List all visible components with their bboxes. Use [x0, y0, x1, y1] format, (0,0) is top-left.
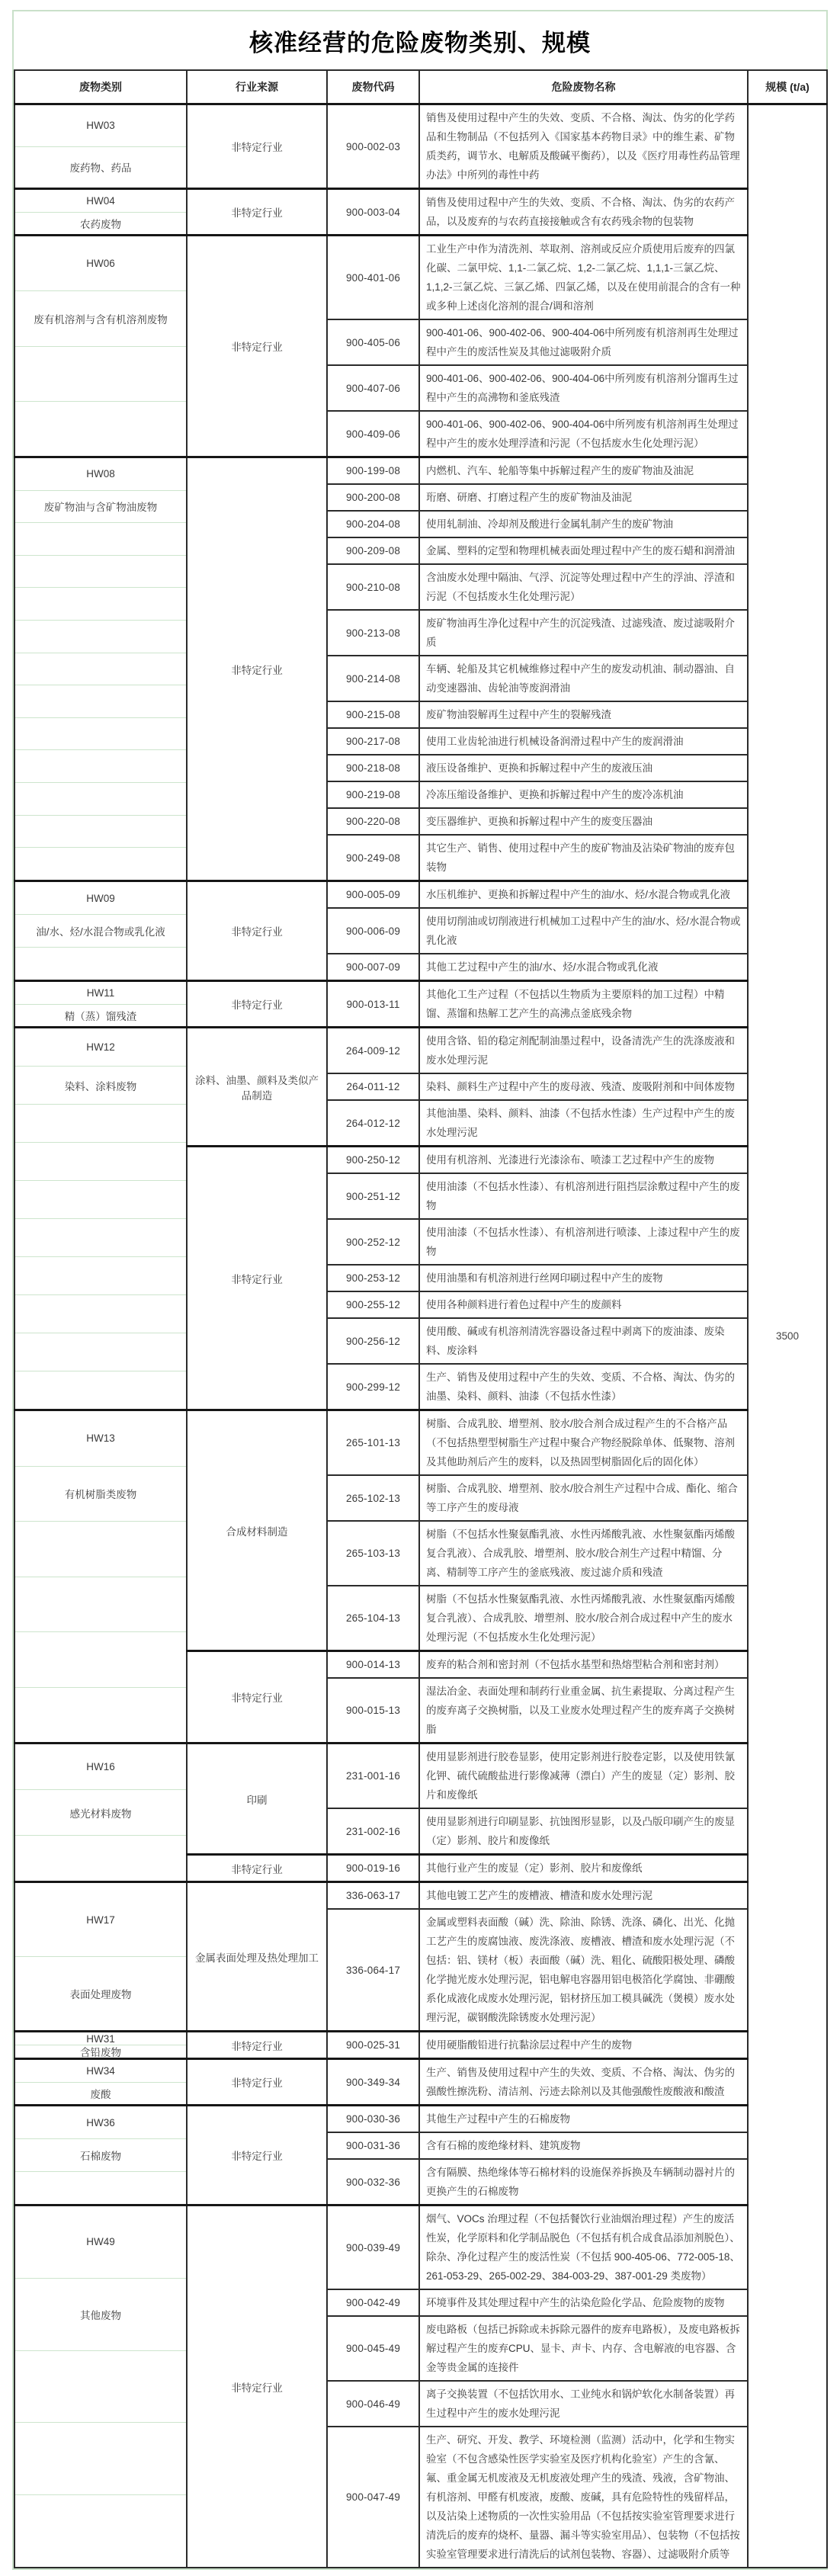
industry-source-cell: 非特定行业: [187, 881, 327, 981]
waste-name-cell: 使用显影剂进行印刷显影、抗蚀图形显影，以及凸版印刷产生的废显（定）影剂、胶片和废像纸: [419, 1808, 748, 1855]
waste-category-spacer: [15, 815, 186, 848]
waste-category-spacer: [15, 587, 186, 620]
waste-category-spacer: [15, 1180, 186, 1218]
waste-category-cell: [14, 1744, 187, 1882]
waste-name-cell: 含有隔膜、热绝缘体等石棉材料的设施保养拆换及车辆制动器衬片的更换产生的石棉废物: [419, 2159, 748, 2205]
waste-category-stack: [15, 982, 186, 1026]
waste-category-spacer: [15, 1142, 186, 1180]
waste-category-code: HW49: [86, 2236, 115, 2248]
waste-category-cell: [14, 2106, 187, 2205]
waste-name-cell: 废矿物油裂解再生过程中产生的裂解残渣: [419, 701, 748, 728]
industry-source-cell: 非特定行业: [187, 2106, 327, 2205]
industry-source-cell: 非特定行业: [187, 2205, 327, 2568]
waste-category-spacer: [15, 555, 186, 588]
waste-name-cell: 900-401-06、900-402-06、900-404-06中所列废有机溶剂分馏再生过程中产生的高沸物和釜底残渣: [419, 365, 748, 411]
waste-category-name: 废酸: [15, 2082, 186, 2105]
waste-code-cell: 265-103-13: [327, 1521, 419, 1586]
waste-name-cell: 使用酸、碱或有机溶剂清洗容器设备过程中剥离下的废油漆、废染料、废涂料: [419, 1318, 748, 1364]
waste-category-name: 油/水、烃/水混合物或乳化液: [15, 914, 186, 947]
waste-category-code: HW13: [86, 1432, 115, 1445]
waste-name-cell: 珩磨、研磨、打磨过程产生的废矿物油及油泥: [419, 484, 748, 511]
waste-code-cell: 900-014-13: [327, 1651, 419, 1679]
table-row: [14, 2205, 827, 2290]
waste-name-cell: 变压器维护、更换和拆解过程中产生的废变压器油: [419, 808, 748, 835]
waste-code-cell: 900-030-36: [327, 2106, 419, 2133]
waste-name-cell: 使用硬脂酸铅进行抗黏涂层过程中产生的废物: [419, 2032, 748, 2059]
waste-code-cell: 900-025-31: [327, 2032, 419, 2059]
waste-category-cell: [14, 1410, 187, 1744]
waste-name-cell: 工业生产中作为清洗剂、萃取剂、溶剂或反应介质使用后废弃的四氯化碳、二氯甲烷、1,1-二氯乙烷、1,2-二氯乙烷、1,1,1-三氯乙烷、1,1,2-三氯乙烷、三氯乙烯、四氯乙烯，以及在使用前混合的含有一种或多种上述卤化溶剂的混合/调和溶剂: [419, 236, 748, 320]
waste-category-stack: [15, 2032, 186, 2058]
waste-code-cell: 265-101-13: [327, 1410, 419, 1476]
waste-name-cell: 环境事件及其处理过程中产生的沾染危险化学品、危险废物的废物: [419, 2289, 748, 2316]
waste-name-cell: 其它生产、销售、使用过程中产生的废矿物油及沾染矿物油的废弃包装物: [419, 835, 748, 881]
table-row: [14, 1028, 827, 1074]
waste-category-stack: [15, 236, 186, 456]
waste-code-cell: 900-255-12: [327, 1291, 419, 1318]
table-row: [14, 1882, 827, 1910]
waste-code-cell: 900-409-06: [327, 411, 419, 457]
waste-code-cell: 264-009-12: [327, 1028, 419, 1074]
waste-category-spacer: [15, 2171, 186, 2204]
waste-name-cell: 使用油墨和有机溶剂进行丝网印刷过程中产生的废物: [419, 1265, 748, 1291]
waste-category-spacer: [15, 1294, 186, 1333]
table-row: [14, 457, 827, 485]
waste-code-cell: 900-200-08: [327, 484, 419, 511]
waste-code-cell: 900-002-03: [327, 104, 419, 189]
waste-category-spacer: [15, 2350, 186, 2423]
waste-category-spacer: [15, 2494, 186, 2567]
waste-name-cell: 染料、颜料生产过程中产生的废母液、残渣、废吸附剂和中间体废物: [419, 1073, 748, 1100]
waste-code-cell: 900-015-13: [327, 1678, 419, 1744]
waste-category-stack: [15, 1883, 186, 2030]
waste-code-cell: 900-003-04: [327, 189, 419, 236]
waste-name-cell: 使用油漆（不包括水性漆）、有机溶剂进行阻挡层涂敷过程中产生的废物: [419, 1173, 748, 1219]
waste-category-stack: [15, 458, 186, 880]
waste-category-cell: [14, 1882, 187, 2032]
waste-category-spacer: [15, 947, 186, 980]
table-row: [14, 189, 827, 236]
waste-name-cell: 销售及使用过程中产生的失效、变质、不合格、淘汰、伪劣的农药产品，以及废弃的与农药直接接触或含有农药残余物的包装物: [419, 189, 748, 236]
waste-name-cell: 车辆、轮船及其它机械维修过程中产生的废发动机油、制动器油、自动变速器油、齿轮油等废润滑油: [419, 656, 748, 701]
waste-code-cell: 900-005-09: [327, 881, 419, 909]
header-waste-name: 危险废物名称: [419, 70, 748, 104]
waste-code-cell: 900-031-36: [327, 2132, 419, 2159]
document-frame: [12, 10, 828, 2570]
waste-category-stack: [15, 105, 186, 188]
waste-category-spacer: [15, 653, 186, 685]
waste-name-cell: 金属、塑料的定型和物理机械表面处理过程中产生的废石蜡和润滑油: [419, 537, 748, 564]
industry-source-cell: 非特定行业: [187, 981, 327, 1028]
waste-category-spacer: [15, 749, 186, 782]
waste-category-spacer: [15, 2422, 186, 2494]
waste-category-cell: [14, 881, 187, 981]
waste-code-cell: 900-204-08: [327, 511, 419, 537]
industry-source-cell: 非特定行业: [187, 189, 327, 236]
waste-category-spacer: [15, 685, 186, 717]
waste-category-spacer: [15, 522, 186, 555]
waste-code-cell: 900-046-49: [327, 2381, 419, 2427]
waste-name-cell: 生产、销售及使用过程中产生的失效、变质、不合格、淘汰、伪劣的油墨、染料、颜料、油漆（不包括水性漆）: [419, 1364, 748, 1410]
waste-code-cell: 900-032-36: [327, 2159, 419, 2205]
waste-name-cell: 金属或塑料表面酸（碱）洗、除油、除锈、洗涤、磷化、出光、化抛工艺产生的废腐蚀液、废洗涤液、废槽液、槽渣和废水处理污泥（不包括：铝、镁材（板）表面酸（碱）洗、粗化、硫酸阳极处理、磷酸化学抛光废水处理污泥，铝电解电容器用铝电极箔化学腐蚀、非硼酸系化成液化成废水处理污泥，铝材挤压加工模具碱洗（煲模）废水处理污泥，碳钢酸洗除锈废水处理污泥）: [419, 1909, 748, 2032]
waste-name-cell: 废弃的粘合剂和密封剂（不包括水基型和热熔型粘合剂和密封剂）: [419, 1651, 748, 1679]
waste-category-cell: [14, 1028, 187, 1410]
waste-category-spacer: [15, 620, 186, 653]
waste-name-cell: 销售及使用过程中产生的失效、变质、不合格、淘汰、伪劣的化学药品和生物制品（不包括列入《国家基本药物目录》中的维生素、矿物质类药，调节水、电解质及酸碱平衡药），以及《医疗用毒性药品管理办法》中所列的毒性中药: [419, 104, 748, 189]
industry-source-cell: 非特定行业: [187, 1855, 327, 1882]
waste-code-cell: 900-252-12: [327, 1219, 419, 1265]
waste-category-spacer: [15, 1631, 186, 1687]
table-row: [14, 2059, 827, 2106]
waste-category-code: HW03: [86, 120, 115, 132]
header-waste-code: 废物代码: [327, 70, 419, 104]
waste-category-name: 其他废物: [15, 2278, 186, 2350]
table-row: [14, 1410, 827, 1476]
waste-name-cell: 使用含铬、铅的稳定剂配制油墨过程中，设备清洗产生的洗涤废液和废水处理污泥: [419, 1028, 748, 1074]
waste-category-code: HW12: [86, 1041, 115, 1053]
waste-name-cell: 900-401-06、900-402-06、900-404-06中所列废有机溶剂再生处理过程中产生的废水处理浮渣和污泥（不包括废水生化处理污泥）: [419, 411, 748, 457]
waste-code-cell: 900-220-08: [327, 808, 419, 835]
waste-category-spacer: [15, 401, 186, 456]
waste-name-cell: 湿法冶金、表面处理和制药行业重金属、抗生素提取、分离过程产生的废弃离子交换树脂，以及工业废水处理过程产生的废弃离子交换树脂: [419, 1678, 748, 1744]
waste-category-spacer: [15, 717, 186, 750]
waste-category-cell: [14, 236, 187, 457]
waste-name-cell: 树脂、合成乳胶、增塑剂、胶水/胶合剂生产过程中合成、酯化、缩合等工序产生的废母液: [419, 1475, 748, 1521]
waste-code-cell: 900-199-08: [327, 457, 419, 485]
waste-category-spacer: [15, 1577, 186, 1632]
waste-category-name: 含铅废物: [15, 2045, 186, 2058]
waste-category-name: 石棉废物: [15, 2138, 186, 2171]
waste-category-stack: [15, 2206, 186, 2567]
table-row: [14, 1744, 827, 1809]
waste-name-cell: 使用工业齿轮油进行机械设备润滑过程中产生的废润滑油: [419, 728, 748, 755]
header-waste-category: 废物类别: [14, 70, 187, 104]
hazardous-waste-table: [14, 69, 828, 2568]
waste-category-stack: [15, 1028, 186, 1409]
waste-name-cell: 含油废水处理中隔油、气浮、沉淀等处理过程中产生的浮油、浮渣和污泥（不包括废水生化处理污泥）: [419, 564, 748, 610]
industry-source-cell: 非特定行业: [187, 457, 327, 881]
waste-code-cell: 900-047-49: [327, 2427, 419, 2568]
waste-category-spacer: [15, 1218, 186, 1256]
waste-category-name: 有机树脂类废物: [15, 1466, 186, 1522]
table-row: [14, 981, 827, 1028]
waste-category-spacer: [15, 346, 186, 401]
waste-category-name: 染料、涂料废物: [15, 1066, 186, 1104]
waste-name-cell: 其他工艺过程中产生的油/水、烃/水混合物或乳化液: [419, 954, 748, 981]
waste-code-cell: 336-063-17: [327, 1882, 419, 1910]
waste-category-code: HW11: [86, 986, 115, 999]
waste-name-cell: 冷冻压缩设备维护、更换和拆解过程中产生的废冷冻机油: [419, 781, 748, 808]
waste-category-code: HW06: [86, 258, 115, 270]
waste-name-cell: 使用油漆（不包括水性漆）、有机溶剂进行喷漆、上漆过程中产生的废物: [419, 1219, 748, 1265]
waste-code-cell: 265-104-13: [327, 1586, 419, 1651]
industry-source-cell: 非特定行业: [187, 2059, 327, 2106]
waste-category-spacer: [15, 1371, 186, 1409]
waste-name-cell: 内燃机、汽车、轮船等集中拆解过程产生的废矿物油及油泥: [419, 457, 748, 485]
waste-code-cell: 265-102-13: [327, 1475, 419, 1521]
waste-code-cell: 900-405-06: [327, 319, 419, 365]
waste-category-cell: [14, 2032, 187, 2059]
waste-category-spacer: [15, 1333, 186, 1371]
waste-category-stack: [15, 190, 186, 234]
waste-code-cell: 900-042-49: [327, 2289, 419, 2316]
waste-code-cell: 900-299-12: [327, 1364, 419, 1410]
waste-category-name: 精（蒸）馏残渣: [15, 1004, 186, 1027]
industry-source-cell: 非特定行业: [187, 104, 327, 189]
waste-code-cell: 900-213-08: [327, 610, 419, 656]
industry-source-cell: 非特定行业: [187, 2032, 327, 2059]
waste-code-cell: 900-401-06: [327, 236, 419, 320]
waste-name-cell: 生产、销售及使用过程中产生的失效、变质、不合格、淘汰、伪劣的强酸性擦洗粉、清洁剂、污迹去除剂以及其他强酸性废酸液和酸渣: [419, 2059, 748, 2106]
waste-category-code: HW09: [86, 892, 115, 904]
waste-category-code: HW08: [86, 468, 115, 480]
waste-code-cell: 264-011-12: [327, 1073, 419, 1100]
industry-source-cell: 金属表面处理及热处理加工: [187, 1882, 327, 2032]
waste-name-cell: 树脂（不包括水性聚氨酯乳液、水性丙烯酸乳液、水性聚氨酯丙烯酸复合乳液）、合成乳胶、增塑剂、胶水/胶合剂生产过程中精馏、分离、精制等工序产生的釜底残液、废过滤介质和残渣: [419, 1521, 748, 1586]
waste-category-name: 感光材料废物: [15, 1789, 186, 1835]
waste-name-cell: 其他电镀工艺产生的废槽液、槽渣和废水处理污泥: [419, 1882, 748, 1910]
waste-name-cell: 使用各种颜料进行着色过程中产生的废颜料: [419, 1291, 748, 1318]
waste-category-name: 农药废物: [15, 212, 186, 235]
waste-code-cell: 900-256-12: [327, 1318, 419, 1364]
waste-category-stack: [15, 882, 186, 980]
waste-code-cell: 900-007-09: [327, 954, 419, 981]
waste-code-cell: 900-218-08: [327, 755, 419, 781]
waste-category-code: HW36: [86, 2116, 115, 2128]
waste-code-cell: 900-039-49: [327, 2205, 419, 2290]
waste-code-cell: 900-219-08: [327, 781, 419, 808]
waste-category-name: 废药物、药品: [15, 146, 186, 188]
waste-name-cell: 树脂、合成乳胶、增塑剂、胶水/胶合剂合成过程产生的不合格产品（不包括热塑型树脂生产过程中聚合产物经脱除单体、低聚物、溶剂及其他助剂后产生的废料，以及热固型树脂固化后的固化体）: [419, 1410, 748, 1476]
waste-category-code: HW34: [86, 2064, 115, 2077]
waste-category-code: HW04: [86, 194, 115, 207]
waste-code-cell: 900-210-08: [327, 564, 419, 610]
header-industry-source: 行业来源: [187, 70, 327, 104]
waste-name-cell: 使用显影剂进行胶卷显影，使用定影剂进行胶卷定影，以及使用铁氰化钾、硫代硫酸盐进行影像减薄（漂白）产生的废显（定）影剂、胶片和废像纸: [419, 1744, 748, 1809]
waste-category-cell: [14, 104, 187, 189]
table-row: [14, 881, 827, 909]
waste-category-cell: [14, 2059, 187, 2106]
waste-code-cell: 900-251-12: [327, 1173, 419, 1219]
waste-category-stack: [15, 2106, 186, 2204]
waste-category-cell: [14, 2205, 187, 2568]
waste-name-cell: 其他行业产生的废显（定）影剂、胶片和废像纸: [419, 1855, 748, 1882]
industry-source-cell: 印刷: [187, 1744, 327, 1855]
industry-source-cell: 非特定行业: [187, 1147, 327, 1410]
waste-name-cell: 生产、研究、开发、教学、环境检测（监测）活动中，化学和生物实验室（不包含感染性医学实验室及医疗机构化验室）产生的含氰、氟、重金属无机废液及无机废液处理产生的残渣、残液，含矿物油、有机溶剂、甲醛有机废液，废酸、废碱，具有危险特性的残留样品，以及沾染上述物质的一次性实验用品（不包括按实验室管理要求进行清洗后的废弃的烧杯、量器、漏斗等实验室用品）、包装物（不包括按实验室管理要求进行清洗后的试剂包装物、容器）、过滤吸附介质等: [419, 2427, 748, 2568]
header-row: [14, 70, 827, 104]
waste-name-cell: 使用有机溶剂、光漆进行光漆涂布、喷漆工艺过程中产生的废物: [419, 1147, 748, 1174]
waste-name-cell: 使用切削油或切削液进行机械加工过程中产生的油/水、烃/水混合物或乳化液: [419, 908, 748, 954]
waste-category-spacer: [15, 847, 186, 880]
waste-code-cell: 900-217-08: [327, 728, 419, 755]
waste-code-cell: 900-006-09: [327, 908, 419, 954]
waste-category-spacer: [15, 1521, 186, 1577]
waste-code-cell: 900-045-49: [327, 2316, 419, 2381]
waste-code-cell: 900-013-11: [327, 981, 419, 1028]
industry-source-cell: 涂料、油墨、颜料及类似产品制造: [187, 1028, 327, 1147]
waste-category-stack: [15, 1411, 186, 1742]
waste-category-name: 表面处理废物: [15, 1956, 186, 2030]
header-scale: 规模 (t/a): [748, 70, 827, 104]
waste-category-cell: [14, 189, 187, 236]
waste-category-spacer: [15, 1687, 186, 1743]
waste-code-cell: 900-407-06: [327, 365, 419, 411]
waste-category-name: 废有机溶剂与含有机溶剂废物: [15, 290, 186, 345]
waste-category-code: HW31: [86, 2032, 115, 2045]
waste-category-spacer: [15, 1104, 186, 1142]
waste-name-cell: 使用轧制油、冷却剂及酸进行金属轧制产生的废矿物油: [419, 511, 748, 537]
waste-code-cell: 900-250-12: [327, 1147, 419, 1174]
waste-code-cell: 900-215-08: [327, 701, 419, 728]
waste-code-cell: 900-019-16: [327, 1855, 419, 1882]
waste-code-cell: 900-253-12: [327, 1265, 419, 1291]
waste-name-cell: 900-401-06、900-402-06、900-404-06中所列废有机溶剂再生处理过程中产生的废活性炭及其他过滤吸附介质: [419, 319, 748, 365]
waste-category-cell: [14, 457, 187, 881]
table-row: [14, 236, 827, 320]
waste-code-cell: 900-214-08: [327, 656, 419, 701]
waste-category-cell: [14, 981, 187, 1028]
waste-code-cell: 900-209-08: [327, 537, 419, 564]
waste-code-cell: 336-064-17: [327, 1909, 419, 2032]
table-row: [14, 104, 827, 189]
waste-code-cell: 900-249-08: [327, 835, 419, 881]
waste-category-spacer: [15, 782, 186, 815]
waste-name-cell: 废电路板（包括已拆除或未拆除元器件的废弃电路板），及废电路板拆解过程产生的废弃CPU、显卡、声卡、内存、含电解液的电容器、含金等贵金属的连接件: [419, 2316, 748, 2381]
waste-name-cell: 烟气、VOCs 治理过程（不包括餐饮行业油烟治理过程）产生的废活性炭，化学原料和化学制品脱色（不包括有机合成食品添加剂脱色）、除杂、净化过程产生的废活性炭（不包括 900-405-06、772-005-18、261-053-29、265-002-29、384-003-29、387-001-29 类废物）: [419, 2205, 748, 2290]
waste-code-cell: 900-349-34: [327, 2059, 419, 2106]
waste-code-cell: 231-001-16: [327, 1744, 419, 1809]
waste-category-spacer: [15, 1256, 186, 1294]
page-title: 核准经营的危险废物类别、规模: [249, 29, 591, 56]
waste-category-name: 废矿物油与含矿物油废物: [15, 490, 186, 523]
waste-name-cell: 其他化工生产过程（不包括以生物质为主要原料的加工过程）中精馏、蒸馏和热解工艺产生的高沸点釜底残余物: [419, 981, 748, 1028]
waste-name-cell: 树脂（不包括水性聚氨酯乳液、水性丙烯酸乳液、水性聚氨酯丙烯酸复合乳液）、合成乳胶、增塑剂、胶水/胶合剂合成过程中产生的废水处理污泥（不包括废水生化处理污泥）: [419, 1586, 748, 1651]
waste-code-cell: 264-012-12: [327, 1100, 419, 1147]
waste-category-code: HW16: [86, 1761, 115, 1772]
waste-name-cell: 其他油墨、染料、颜料、油漆（不包括水性漆）生产过程中产生的废水处理污泥: [419, 1100, 748, 1147]
waste-category-stack: [15, 1744, 186, 1881]
waste-category-code: HW17: [86, 1914, 115, 1926]
industry-source-cell: 非特定行业: [187, 236, 327, 457]
industry-source-cell: 合成材料制造: [187, 1410, 327, 1651]
table-row: [14, 2106, 827, 2133]
waste-name-cell: 其他生产过程中产生的石棉废物: [419, 2106, 748, 2133]
scale-value-cell: 3500: [748, 104, 827, 2568]
table-row: [14, 2032, 827, 2059]
industry-source-cell: 非特定行业: [187, 1651, 327, 1744]
waste-code-cell: 231-002-16: [327, 1808, 419, 1855]
waste-category-spacer: [15, 1835, 186, 1881]
waste-name-cell: 含有石棉的废绝缘材料、建筑废物: [419, 2132, 748, 2159]
waste-name-cell: 水压机维护、更换和拆解过程中产生的油/水、烃/水混合物或乳化液: [419, 881, 748, 909]
waste-category-stack: [15, 2060, 186, 2104]
waste-name-cell: 液压设备维护、更换和拆解过程中产生的废液压油: [419, 755, 748, 781]
waste-name-cell: 废矿物油再生净化过程中产生的沉淀残渣、过滤残渣、废过滤吸附介质: [419, 610, 748, 656]
waste-name-cell: 离子交换装置（不包括饮用水、工业纯水和锅炉软化水制备装置）再生过程中产生的废水处理污泥: [419, 2381, 748, 2427]
